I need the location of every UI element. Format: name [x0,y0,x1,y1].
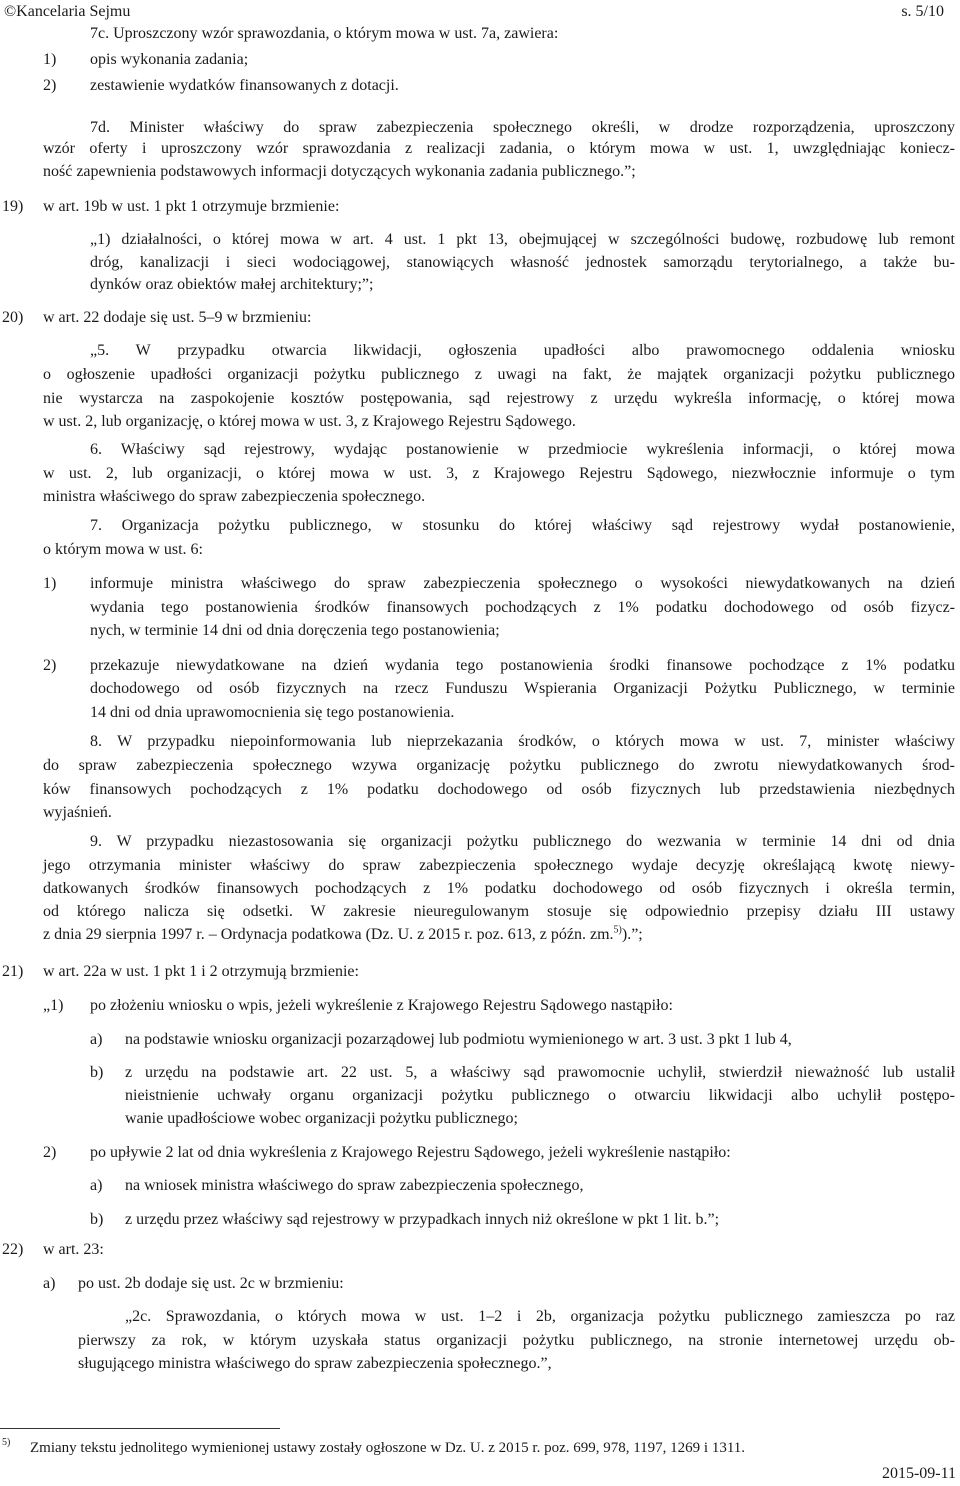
list-item: po upływie 2 lat od dnia wykreślenia z Krajowego Rejestru Sądowego, jeżeli wykreślenie nastąpiło: [90,1144,731,1161]
ust-5-line: nie wystarcza na zaspokojenie kosztów postępowania, sąd rejestrowy z urzędu wykreśla informację, o której mowa [43,390,955,407]
letter-item: na podstawie wniosku organizacji pozarządowej lub podmiotu wymienionego w art. 3 ust. 3 pkt 1 lub 4, [125,1031,792,1048]
ust-7-item-line: wydania tego postanowienia środków finansowych pochodzących z 1% podatku dochodowego od osób fizycz- [90,599,955,616]
ust-8-line: 8. W przypadku niepoinformowania lub nieprzekazania środków, o których mowa w ust. 7, minister właściwy [90,733,955,750]
list-item: zestawienie wydatków finansowanych z dotacji. [90,77,399,94]
para-7d-line: ność zapewnienia podstawowych informacji dotyczących wykonania zadania publicznego.”; [43,163,636,180]
ust-6-line: ministra właściwego do spraw zabezpieczenia społecznego. [43,488,426,505]
quoted-line: „1) działalności, o której mowa w art. 4 ust. 1 pkt 13, obejmującej w szczególności budowę, rozbudowę lub remont [90,231,955,248]
ust-7-line: 7. Organizacja pożytku publicznego, w stosunku do której właściwy sąd rejestrowy wydał postanowienie, [90,517,955,534]
footnote-divider [0,1428,280,1429]
ust-5-line: w ust. 2, lub organizację, o której mowa w ust. 3, z Krajowego Rejestru Sądowego. [43,413,576,430]
ust-5-line: „5. W przypadku otwarcia likwidacji, ogłoszenia upadłości albo prawomocnego oddalenia wniosku [90,342,955,359]
letter-item-line: z urzędu na podstawie art. 22 ust. 5, a właściwy sąd prawomocnie uchylił, stwierdził nieważność lub ustalił [125,1064,955,1081]
point-intro: w art. 22 dodaje się ust. 5–9 w brzmieniu: [43,309,312,326]
document-date: 2015-09-11 [881,1465,956,1482]
page-number: s. 5/10 [901,3,944,20]
para-7d-line: 7d. Minister właściwy do spraw zabezpieczenia społecznego określi, w drodze rozporządzenia, uproszczony [90,119,955,136]
ust-9-line: 9. W przypadku niezastosowania się organizacji pożytku publicznego do wezwania w terminie 14 dni od dnia [90,833,955,850]
ust-8-line: ków finansowych pochodzących z 1% podatku dochodowego od osób fizycznych lub przedstawienia niezbędnych [43,781,955,798]
ust-9-text: z dnia 29 sierpnia 1997 r. – Ordynacja podatkowa (Dz. U. z 2015 r. poz. 613, z późn. zm. [43,926,614,943]
ust-9-line: od którego nalicza się odsetki. W zakresie nieuregulowanym stosuje się odpowiednio przepisy działu III ustawy [43,903,955,920]
point-number: 20) [2,309,24,326]
header-copyright: ©Kancelaria Sejmu [4,3,131,20]
ust-9-text-end: ).”; [621,926,643,943]
item-number: 1) [43,575,57,592]
item-number: 2) [43,657,57,674]
point-intro: w art. 19b w ust. 1 pkt 1 otrzymuje brzmienie: [43,198,340,215]
point-intro: w art. 22a w ust. 1 pkt 1 i 2 otrzymują brzmienie: [43,963,359,980]
para-7d-line: wzór oferty i uproszczony wzór sprawozdania z realizacji zadania, o którym mowa w ust. 1, uwzględniając koniecz- [43,140,955,157]
letter-number: a) [90,1031,103,1048]
item-number: „1) [43,997,64,1014]
item-number: 1) [43,51,57,68]
para-7c-intro: 7c. Uproszczony wzór sprawozdania, o którym mowa w ust. 7a, zawiera: [90,25,559,42]
list-item: opis wykonania zadania; [90,51,249,68]
ust-2c-line: pierwszy za rok, w którym uzyskała status organizacji pożytku publicznego, na stronie internetowej urzędu ob- [78,1332,955,1349]
letter-item: na wniosek ministra właściwego do spraw zabezpieczenia społecznego, [125,1177,584,1194]
point-number: 19) [2,198,24,215]
ust-2c-line: „2c. Sprawozdania, o których mowa w ust. 1–2 i 2b, organizacja pożytku publicznego zamieszcza po raz [125,1308,955,1325]
letter-number: b) [90,1064,104,1081]
point-number: 22) [2,1241,24,1258]
point-intro: w art. 23: [43,1241,104,1258]
list-item: po złożeniu wniosku o wpis, jeżeli wykreślenie z Krajowego Rejestru Sądowego nastąpiło: [90,997,673,1014]
ust-8-line: wyjaśnień. [43,804,112,821]
ust-7-item-line: 14 dni od dnia uprawomocnienia się tego postanowienia. [90,704,455,721]
ust-7-line: o którym mowa w ust. 6: [43,541,203,558]
ust-7-item-line: przekazuje niewydatkowane na dzień wydania tego postanowienia środki finansowe pochodzące z 1% podatku [90,657,955,674]
ust-9-line: datkowanych środków finansowych pochodzących z 1% podatku dochodowego od osób fizycznych i określa termin, [43,880,955,897]
letter-item: po ust. 2b dodaje się ust. 2c w brzmieniu: [78,1275,344,1292]
ust-7-item-line: nych, w terminie 14 dni od dnia doręczenia tego postanowienia; [90,622,500,639]
letter-number: a) [43,1275,56,1292]
ust-6-line: w ust. 2, lub organizacji, o której mowa w ust. 3, z Krajowego Rejestru Sądowego, niezwłocznie informuje o tym [43,465,955,482]
letter-item-line: nieistnienie uchwały organu organizacji pożytku publicznego o otwarciu likwidacji albo uchylił postępo- [125,1087,955,1104]
ust-9-last-line [43,923,643,947]
footnote-ref: 5) [613,924,622,936]
footnote-mark: 5) [2,1437,11,1448]
ust-7-item-line: informuje ministra właściwego do spraw zabezpieczenia społecznego o wysokości niewydatkowanych na dzień [90,575,955,592]
ust-8-line: do spraw zabezpieczenia społecznego wzywa organizację pożytku publicznego do zwrotu niewydatkowanych środ- [43,757,955,774]
letter-number: b) [90,1211,104,1228]
item-number: 2) [43,77,57,94]
letter-item: z urzędu przez właściwy sąd rejestrowy w przypadkach innych niż określone w pkt 1 lit. b.”; [125,1211,720,1228]
ust-9-line: jego otrzymania minister właściwy do spraw zabezpieczenia społecznego wydaje decyzję określającą kwotę niewy- [43,857,955,874]
ust-6-line: 6. Właściwy sąd rejestrowy, wydając postanowienie w przedmiocie wykreślenia informacji, o której mowa [90,441,955,458]
ust-7-item-line: dochodowego od osób fizycznych na rzecz Funduszu Wspierania Organizacji Pożytku Publicznego, w terminie [90,680,955,697]
ust-2c-line: sługującego ministra właściwego do spraw zabezpieczenia społecznego.”, [78,1355,552,1372]
quoted-line: dróg, kanalizacji i sieci wodociągowej, stanowiących własność jednostek samorządu terytorialnego, a także bu- [90,254,955,271]
letter-item-line: wanie upadłościowe wobec organizacji pożytku publicznego; [125,1110,518,1127]
quoted-line: dynków oraz obiektów małej architektury;”; [90,276,374,293]
point-number: 21) [2,963,24,980]
item-number: 2) [43,1144,57,1161]
footnote-text: Zmiany tekstu jednolitego wymienionej ustawy zostały ogłoszone w Dz. U. z 2015 r. poz. 699, 978, 1197, 1269 i 1311. [30,1440,746,1456]
ust-5-line: o ogłoszenie upadłości organizacji pożytku publicznego z uwagi na fakt, że majątek organizacji pożytku publicznego [43,366,955,383]
letter-number: a) [90,1177,103,1194]
